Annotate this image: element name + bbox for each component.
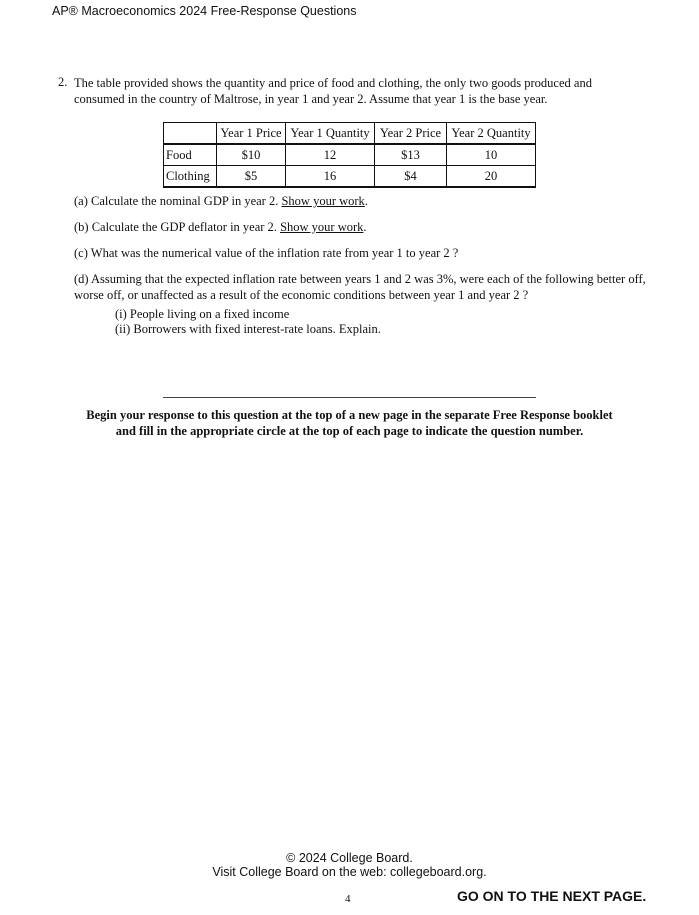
page-number: 4 (345, 893, 351, 905)
table-cell: $13 (375, 144, 447, 166)
part-b-end: . (363, 220, 367, 234)
question-intro: The table provided shows the quantity and price of food and clothing, the only two goods produced and consumed in the country of Maltrose, in year 1 and year 2. Assume that year 1 is the base year. (74, 76, 592, 106)
page-header: AP® Macroeconomics 2024 Free-Response Questions (52, 4, 357, 18)
part-d-i: (i) People living on a fixed income (115, 307, 290, 321)
table-cell: $4 (375, 166, 447, 188)
instruction-line-2: and fill in the appropriate circle at the top of each page to indicate the question number. (115, 424, 584, 438)
part-a (74, 193, 368, 209)
table-header-cell: Year 1 Price (217, 123, 286, 145)
part-d: (d) Assuming that the expected inflation rate between years 1 and 2 was 3%, were each of the following better off, worse off, or unaffected as a result of the economic conditions between year 1 and year 2 ? (74, 272, 646, 302)
part-c: (c) What was the numerical value of the inflation rate from year 1 to year 2 ? (74, 246, 459, 260)
copyright-text: © 2024 College Board. (286, 851, 413, 865)
part-a-end: . (364, 194, 368, 208)
table-header-cell: Year 2 Quantity (447, 123, 536, 145)
part-b-emphasis: Show your work (280, 220, 364, 234)
instruction-line-1: Begin your response to this question at the top of a new page in the separate Free Response booklet (86, 408, 613, 422)
table-cell: 10 (447, 144, 536, 166)
visit-text: Visit College Board on the web: collegeboard.org. (212, 865, 487, 879)
part-a-text: (a) Calculate the nominal GDP in year 2. (74, 194, 282, 208)
next-page-note: GO ON TO THE NEXT PAGE. (457, 888, 647, 904)
divider (163, 397, 536, 398)
table-cell: 12 (286, 144, 375, 166)
table-header-cell: Year 2 Price (375, 123, 447, 145)
booklet-instruction (52, 407, 647, 439)
table-cell: $10 (217, 144, 286, 166)
table-header-cell: Year 1 Quantity (286, 123, 375, 145)
part-a-emphasis: Show your work (281, 194, 365, 208)
part-b-text: (b) Calculate the GDP deflator in year 2. (74, 220, 281, 234)
part-b (74, 219, 367, 235)
table-header-row (164, 123, 536, 145)
table-cell: $5 (217, 166, 286, 188)
price-quantity-table (163, 122, 536, 188)
table-cell: 16 (286, 166, 375, 188)
table-row (164, 144, 536, 166)
part-d-ii: (ii) Borrowers with fixed interest-rate loans. Explain. (115, 322, 381, 336)
question-number: 2. (58, 75, 68, 89)
copyright-block (0, 851, 699, 879)
table-header-cell (164, 123, 217, 145)
table-row (164, 166, 536, 188)
table-cell: 20 (447, 166, 536, 188)
table-row-label: Food (164, 144, 217, 166)
table-row-label: Clothing (164, 166, 217, 188)
